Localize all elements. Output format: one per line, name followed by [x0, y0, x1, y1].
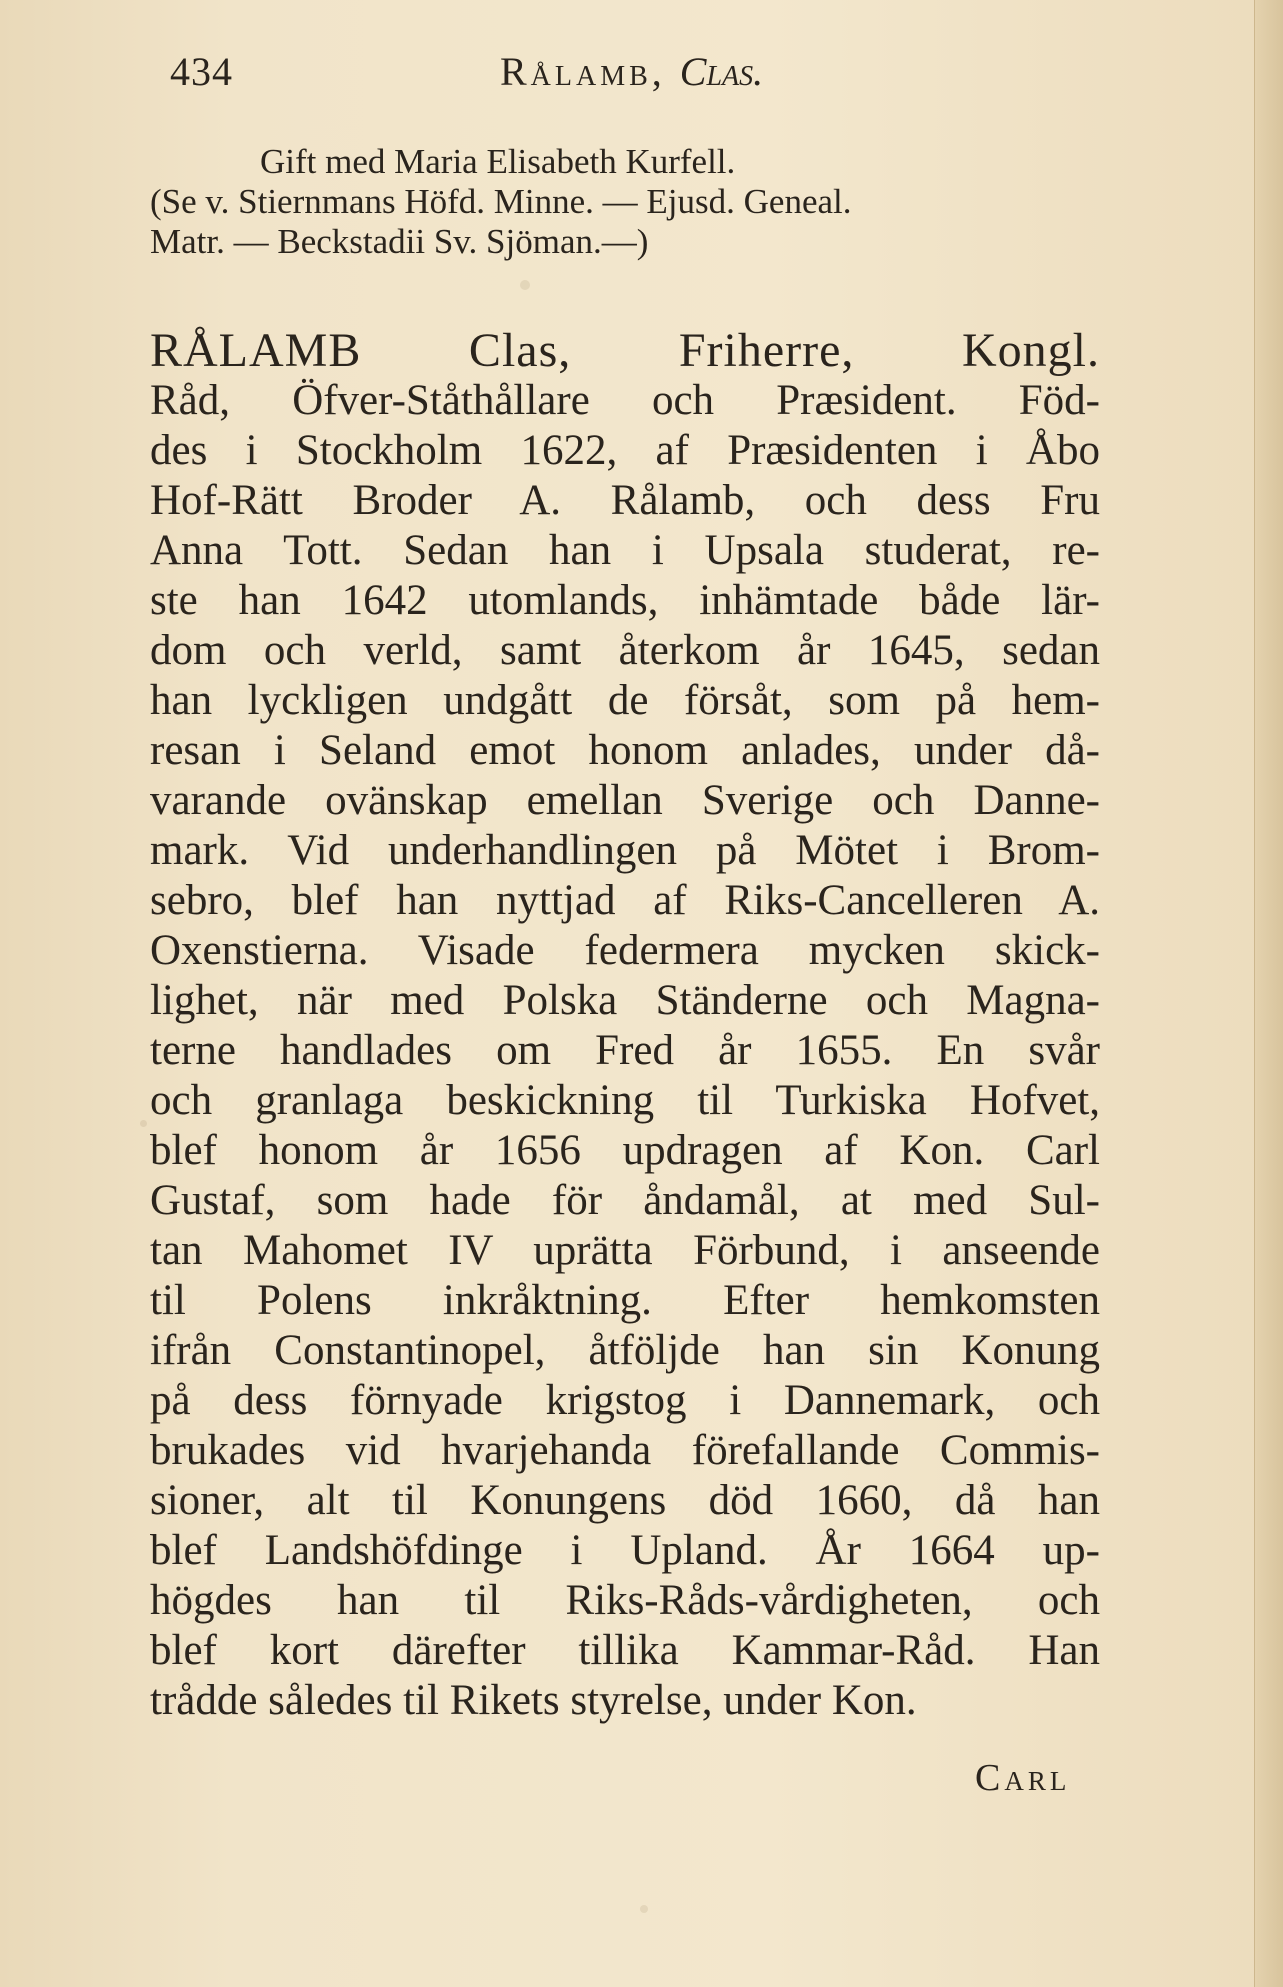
- text-line: på dess förnyade krigstog i Dannemark, och: [150, 1377, 1100, 1424]
- text-line: Anna Tott. Sedan han i Upsala studerat, re-: [150, 527, 1100, 574]
- text-line: til Polens inkråktning. Efter hemkomsten: [150, 1277, 1100, 1324]
- text-line: blef honom år 1656 updragen af Kon. Carl: [150, 1127, 1100, 1174]
- text-line: resan i Seland emot honom anlades, under då-: [150, 727, 1100, 774]
- text-line: sioner, alt til Konungens död 1660, då han: [150, 1477, 1100, 1524]
- text-line: Hof-Rätt Broder A. Rålamb, och dess Fru: [150, 477, 1100, 524]
- text-line: tan Mahomet IV uprätta Förbund, i anseende: [150, 1227, 1100, 1274]
- text-line: ste han 1642 utomlands, inhämtade både lär-: [150, 577, 1100, 624]
- text-line: brukades vid hvarjehanda förefallande Commis-: [150, 1427, 1100, 1474]
- paper-spot: [640, 1905, 648, 1913]
- text-line: Gift med Maria Elisabeth Kurfell.: [260, 142, 736, 181]
- text-line: lighet, när med Polska Ständerne och Magna-: [150, 977, 1100, 1024]
- text-line: Oxenstierna. Visade federmera mycken skick-: [150, 927, 1100, 974]
- intro-paragraph: [150, 142, 1100, 262]
- biography-entry: [150, 326, 1100, 1726]
- text-line: trådde således til Rikets styrelse, under Kon.: [150, 1677, 917, 1724]
- text-line: ifrån Constantinopel, åtföljde han sin Konung: [150, 1327, 1100, 1374]
- text-line: blef kort därefter tillika Kammar-Råd. Han: [150, 1627, 1100, 1674]
- text-line: varande ovänskap emellan Sverige och Danne-: [150, 777, 1100, 824]
- text-line: dom och verld, samt återkom år 1645, sedan: [150, 627, 1100, 674]
- text-line: Matr. — Beckstadii Sv. Sjöman.—): [150, 222, 649, 261]
- running-head: [500, 48, 763, 95]
- entry-heading: RÅLAMB Clas, Friherre, Kongl.: [150, 324, 1100, 377]
- text-line: högdes han til Riks-Råds-vårdigheten, och: [150, 1577, 1100, 1624]
- text-line: Råd, Öfver-Ståthållare och Præsident. Föd-: [150, 377, 1100, 424]
- catchword: Carl: [975, 1757, 1071, 1799]
- text-line: des i Stockholm 1622, af Præsidenten i Åbo: [150, 427, 1100, 474]
- running-head-surname: Rålamb,: [500, 49, 666, 94]
- paper-spot: [520, 280, 530, 290]
- running-head-forename: Clas.: [679, 49, 764, 94]
- paper-spot: [140, 1120, 147, 1127]
- page-edge: [1254, 0, 1283, 1987]
- text-line: han lyckligen undgått de försåt, som på hem-: [150, 677, 1100, 724]
- text-line: (Se v. Stiernmans Höfd. Minne. — Ejusd. Geneal.: [150, 182, 852, 221]
- text-line: terne handlades om Fred år 1655. En svår: [150, 1027, 1100, 1074]
- page-header: [170, 42, 1113, 112]
- text-line: sebro, blef han nyttjad af Riks-Cancelleren A.: [150, 877, 1100, 924]
- page-number: 434: [170, 49, 233, 94]
- text-line: blef Landshöfdinge i Upland. År 1664 up-: [150, 1527, 1100, 1574]
- text-line: Gustaf, som hade för åndamål, at med Sul-: [150, 1177, 1100, 1224]
- text-line: och granlaga beskickning til Turkiska Hofvet,: [150, 1077, 1100, 1124]
- text-line: mark. Vid underhandlingen på Mötet i Brom-: [150, 827, 1100, 874]
